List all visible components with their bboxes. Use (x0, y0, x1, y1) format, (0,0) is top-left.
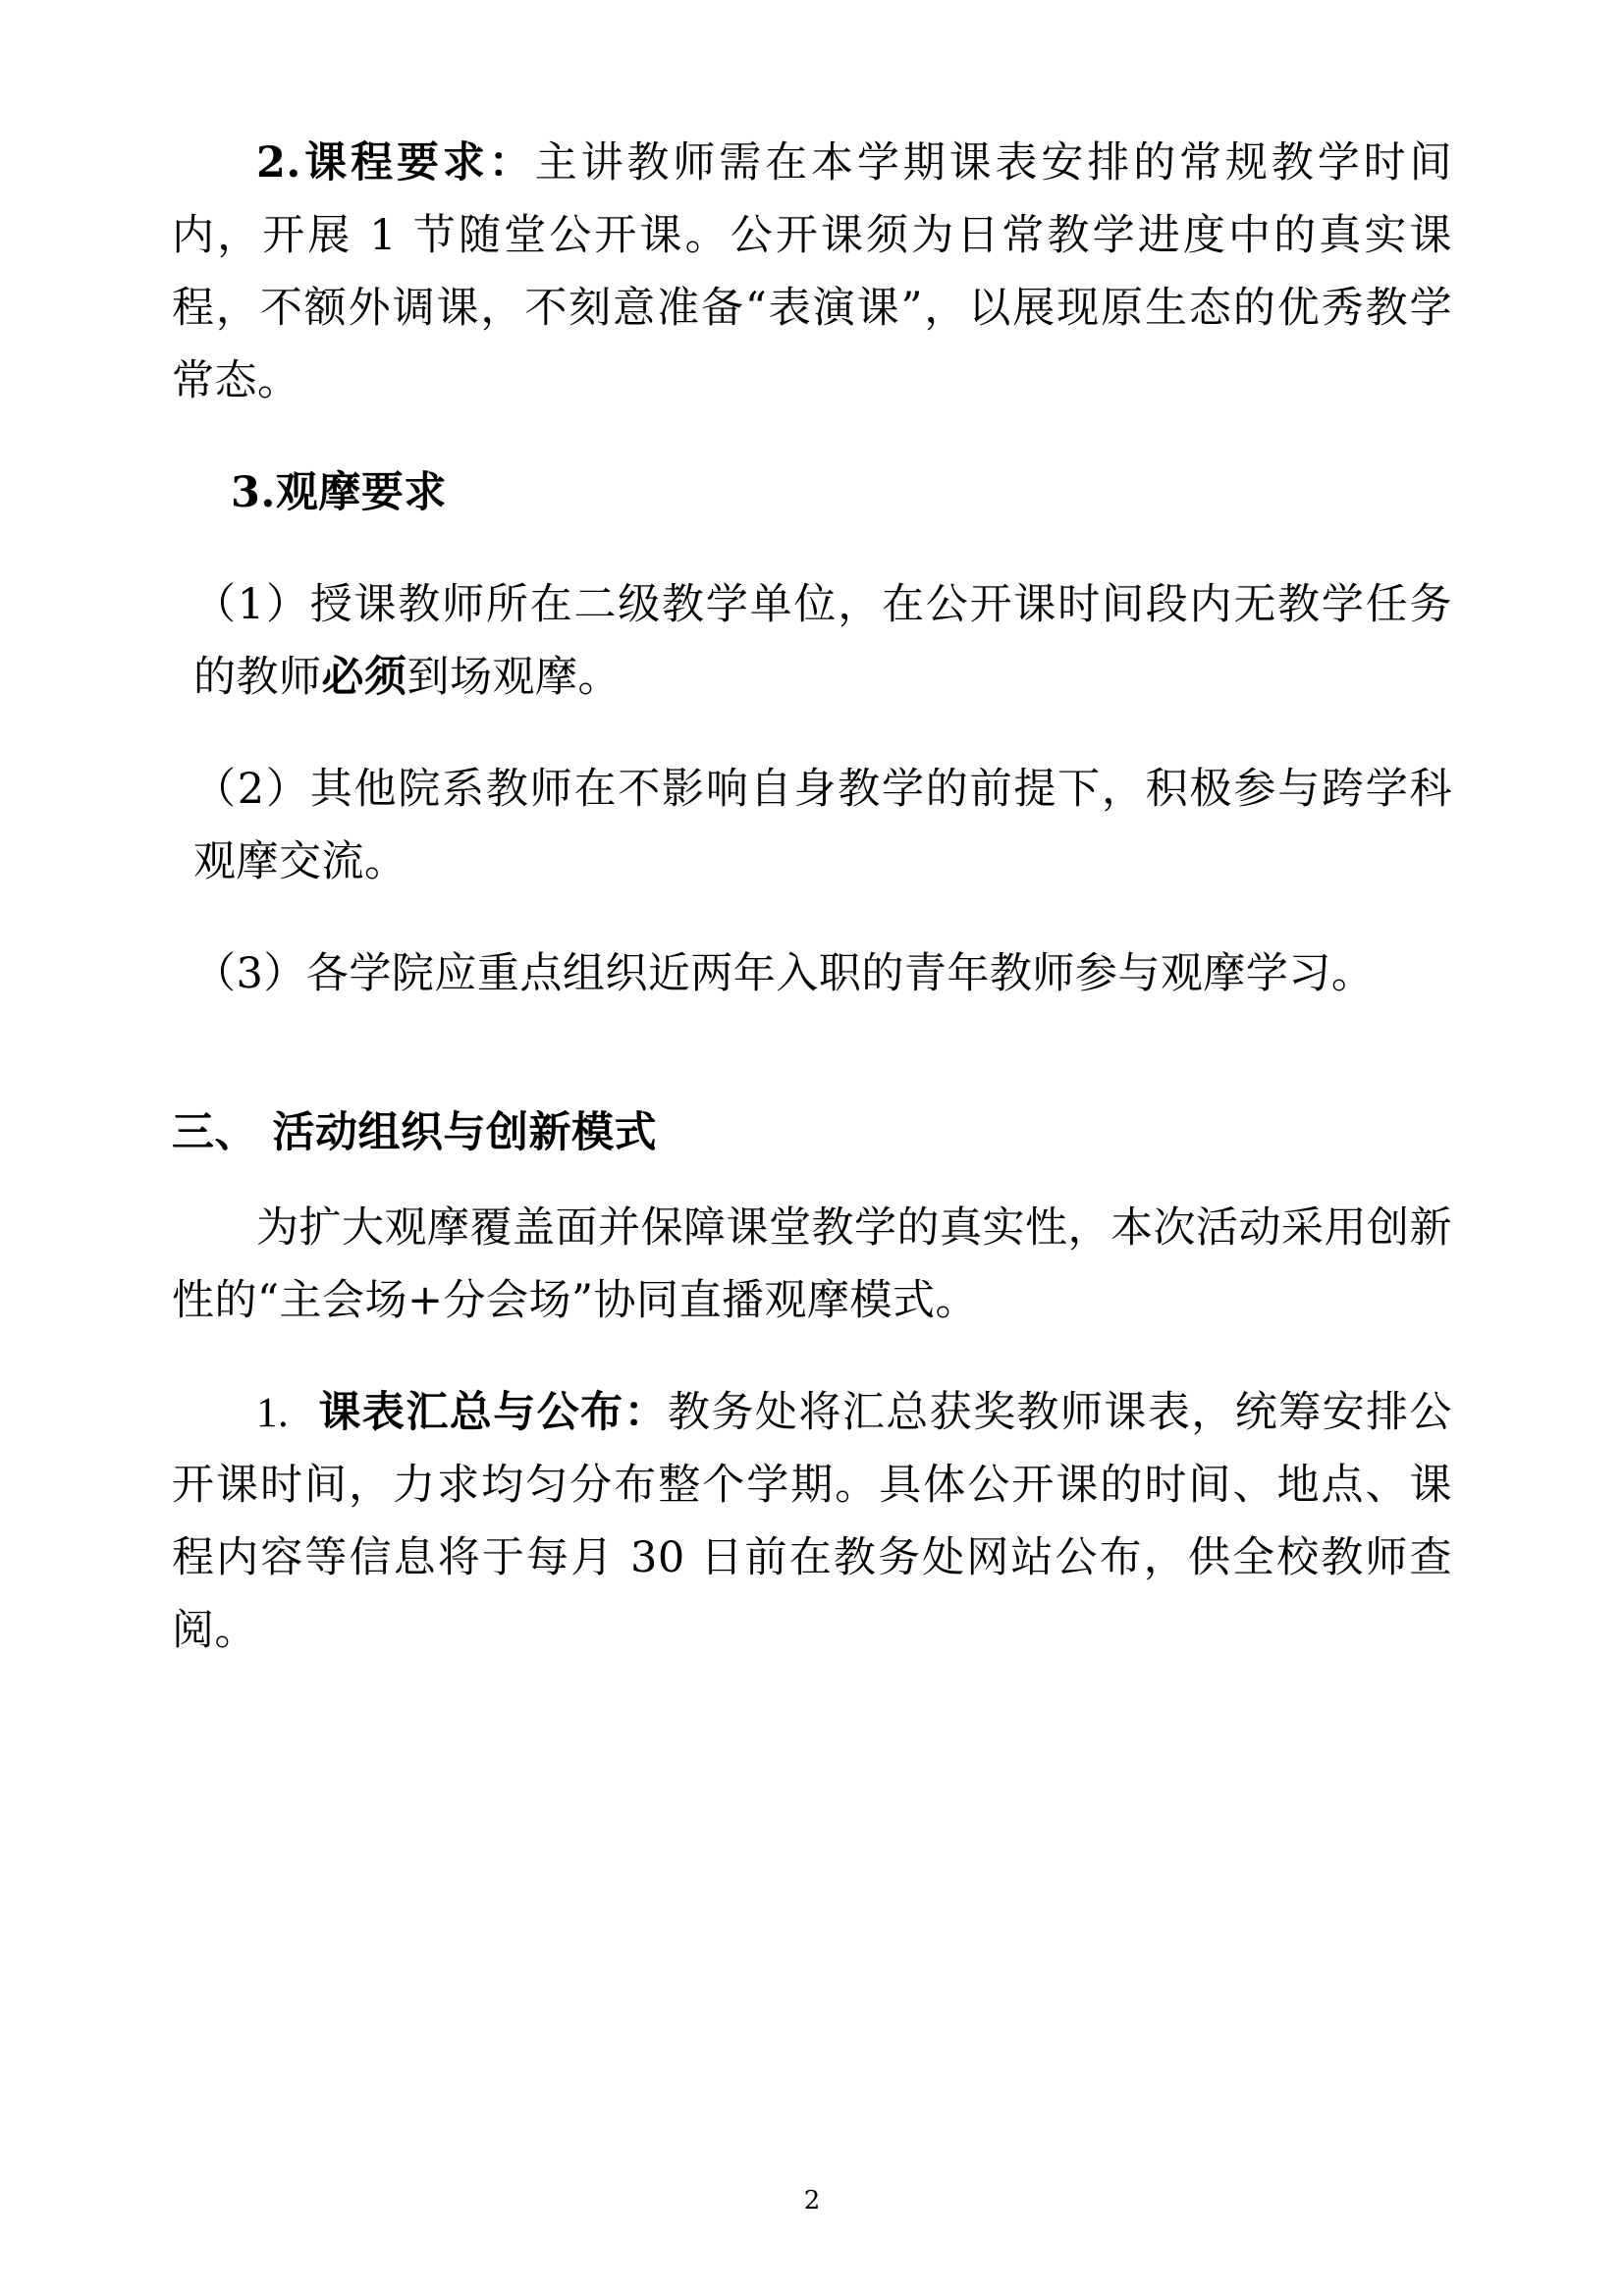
paragraph-item-1-emphasis: 必须 (321, 652, 407, 702)
paragraph-item-1-post: 到场观摩。 (406, 652, 621, 702)
paragraph-body-text: 主讲教师需在本学期课表安排的常规教学时间内，开展 1 节随堂公开课。公开课须为日常教学进度中的真实课程，不额外调课，不刻意准备“表演课”，以展现原生态的优秀教学常态。 (172, 138, 1453, 405)
paragraph-item-1-pre: （1）授课教师所在二级教学单位，在公开课时间段内无教学任务的教师 (193, 579, 1452, 702)
paragraph-item-1 (172, 569, 1452, 715)
paragraph-number-marker: 1. (256, 1390, 290, 1437)
paragraph-item-2: （2）其他院系教师在不影响自身教学的前提下，积极参与跨学科观摩交流。 (193, 764, 1452, 886)
section-heading-activity-organization: 三、 活动组织与创新模式 (172, 1107, 657, 1157)
paragraph-course-requirement (172, 128, 1452, 418)
page-number: 2 (803, 2186, 821, 2216)
paragraph-item-3: （3）各学院应重点组织近两年入职的青年教师参与观摩学习。 (193, 948, 1375, 998)
paragraph-broadcast-mode: 为扩大观摩覆盖面并保障课堂教学的真实性，本次活动采用创新性的“主会场+分会场”协同直播观摩模式。 (172, 1203, 1452, 1326)
paragraph-schedule-lead-label: 课表汇总与公布： (318, 1388, 669, 1438)
heading-observation-requirement: 3.观摩要求 (231, 467, 447, 517)
paragraph-lead-label: 2.课程要求： (256, 138, 535, 187)
paragraph-schedule-body-text: 教务处将汇总获奖教师课表，统筹安排公开课时间，力求均匀分布整个学期。具体公开课的时间、地点、课程内容等信息将于每月 30 日前在教务处网站公布，供全校教师查阅。 (172, 1388, 1453, 1656)
paragraph-schedule-publication (172, 1377, 1452, 1668)
